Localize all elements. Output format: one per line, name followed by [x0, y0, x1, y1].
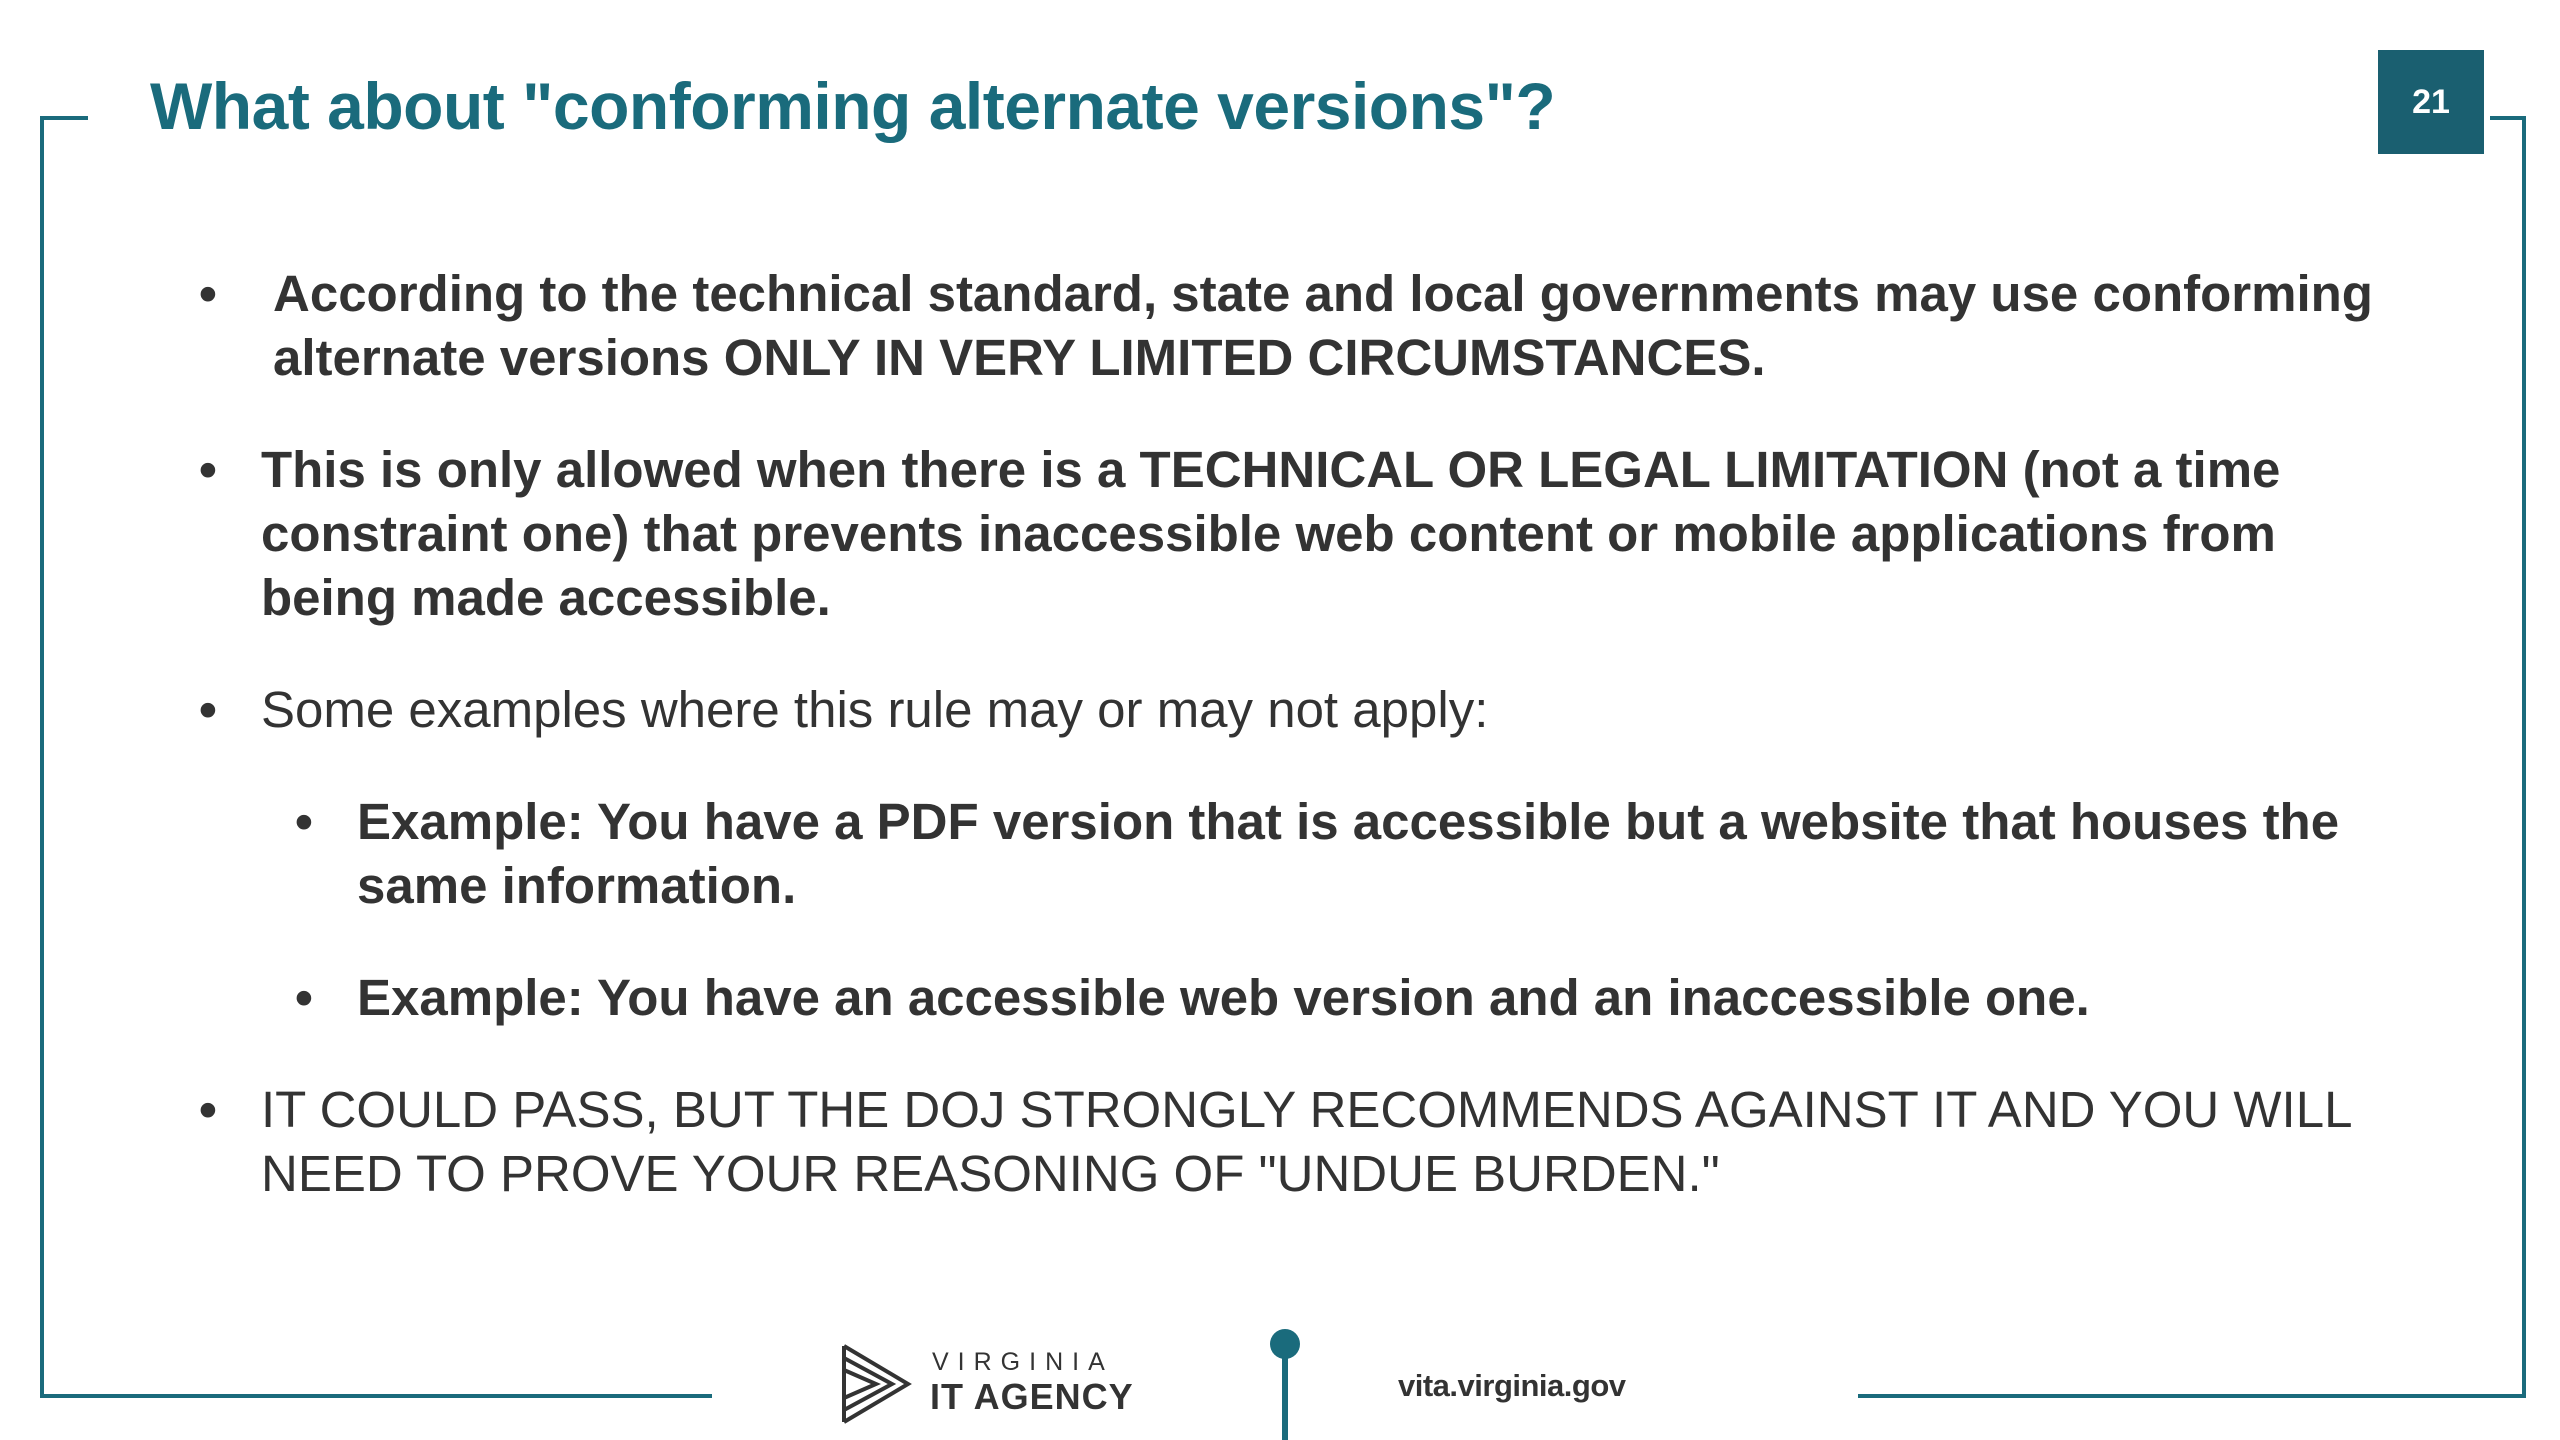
vita-chevron-icon	[842, 1342, 914, 1426]
slide-number: 21	[2412, 82, 2450, 121]
frame-bottom-right-line	[1858, 1394, 2526, 1398]
bullet-item	[195, 678, 2375, 742]
vita-logo	[842, 1338, 1132, 1428]
bullet-marker: •	[199, 441, 217, 498]
bullet-item	[195, 262, 2375, 390]
frame-left-line	[40, 116, 44, 1398]
frame-right-line	[2522, 116, 2526, 1398]
logo-line2: IT AGENCY	[930, 1376, 1134, 1417]
bullet-marker: •	[295, 969, 313, 1026]
slide-number-badge	[2378, 50, 2484, 154]
bullet-item	[195, 1078, 2375, 1206]
bullet-text: Some examples where this rule may or may not apply:	[261, 681, 1489, 738]
frame-top-right-line	[2490, 116, 2526, 120]
sub-bullet-item	[291, 790, 2375, 918]
bullet-item	[195, 438, 2375, 630]
bullet-text: Example: You have a PDF version that is accessible but a website that houses the same information.	[357, 793, 2340, 914]
footer-url[interactable]: vita.virginia.gov	[1398, 1368, 1626, 1403]
bullet-text: This is only allowed when there is a TECHNICAL OR LEGAL LIMITATION (not a time constraint one) that prevents inaccessible web content or mobile applications from being made accessible.	[261, 441, 2281, 626]
bullet-text: Example: You have an accessible web version and an inaccessible one.	[357, 969, 2090, 1026]
frame-top-left-line	[40, 116, 88, 120]
bullet-marker: •	[199, 265, 217, 322]
pin-divider-icon	[1268, 1328, 1302, 1440]
bullet-marker: •	[295, 793, 313, 850]
slide-title: What about "conforming alternate versions"?	[150, 69, 1556, 143]
bullet-marker: •	[199, 1081, 217, 1138]
sub-bullet-item	[291, 966, 2375, 1030]
bullet-marker: •	[199, 681, 217, 738]
frame-bottom-left-line	[40, 1394, 712, 1398]
bullet-text: According to the technical standard, state and local governments may use conforming alternate versions ONLY IN VERY LIMITED CIRCUMSTANCES.	[273, 265, 2373, 386]
bullet-text: IT COULD PASS, BUT THE DOJ STRONGLY RECOMMENDS AGAINST IT AND YOU WILL NEED TO PROVE YOUR REASONING OF "UNDUE BURDEN."	[261, 1081, 2351, 1202]
bullet-list	[195, 262, 2375, 1254]
logo-line1: VIRGINIA	[932, 1348, 1114, 1376]
